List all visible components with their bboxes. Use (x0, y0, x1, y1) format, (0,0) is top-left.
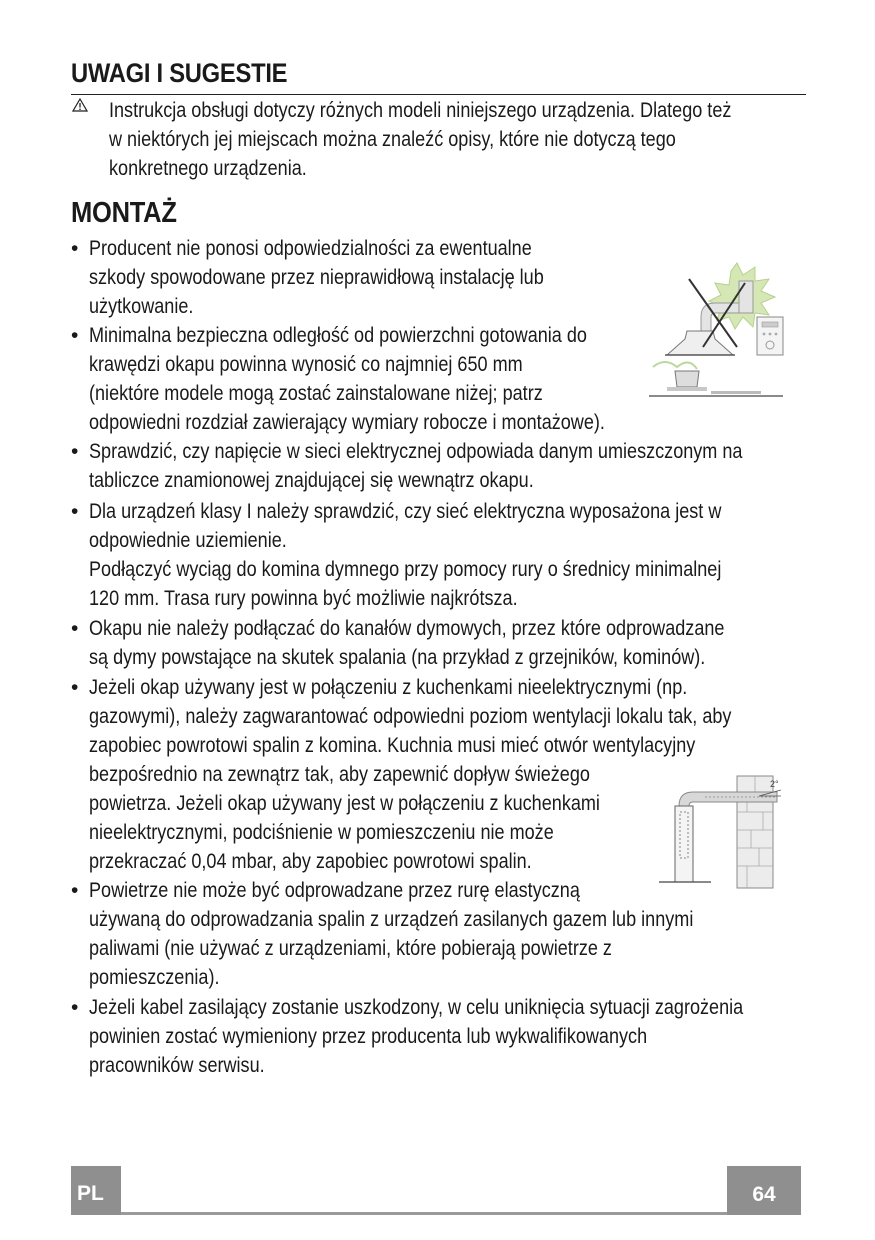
note-paragraph (109, 96, 745, 183)
bullet-line: Podłączyć wyciąg do komina dymnego przy pomocy rury o średnicy minimalnej (89, 558, 722, 581)
bullet-line: odpowiedni rozdział zawierający wymiary robocze i montażowe). (89, 411, 605, 434)
bullet-marker: • (71, 324, 79, 347)
bullet-marker: • (71, 996, 79, 1019)
bullet-item-ventilation (89, 673, 731, 876)
note-line: w niektórych jej miejscach można znaleźć opisy, które nie dotyczą tego (109, 128, 676, 151)
bullet-line: szkody spowodowane przez nieprawidłową instalację lub (89, 266, 544, 289)
note-line: konkretnego urządzenia. (109, 157, 307, 180)
bullet-line: gazowymi), należy zagwarantować odpowiedni poziom wentylacji lokalu tak, aby (89, 705, 732, 728)
bullet-line: powinien zostać wymieniony przez producenta lub wykwalifikowanych (89, 1025, 648, 1048)
bullet-line: tabliczce znamionowej znajdującej się wewnątrz okapu. (89, 469, 534, 492)
bullet-line: 120 mm. Trasa rury powinna być możliwie najkrótsza. (89, 587, 518, 610)
footer-language-tab: PL (71, 1166, 121, 1215)
duct-slope-illustration (655, 770, 785, 895)
bullet-item-voltage-check (89, 437, 742, 495)
bullet-line: nieelektrycznymi, podciśnienie w pomieszczeniu nie może (89, 821, 554, 844)
bullet-line: krawędzi okapu powinna wynosić co najmniej 650 mm (89, 353, 523, 376)
bullet-line: Jeżeli kabel zasilający zostanie uszkodzony, w celu uniknięcia sytuacji zagrożenia (89, 996, 744, 1019)
bullet-item-grounding (89, 497, 721, 613)
bullet-line: Okapu nie należy podłączać do kanałów dymowych, przez które odprowadzane (89, 617, 725, 640)
bullet-marker: • (71, 237, 79, 260)
bullet-line: (niektóre modele mogą zostać zainstalowane niżej; patrz (89, 382, 543, 405)
bullet-line: są dymy powstające na skutek spalania (na przykład z grzejników, kominów). (89, 646, 706, 669)
bullet-line: zapobiec powrotowi spalin z komina. Kuchnia musi mieć otwór wentylacyjny (89, 734, 696, 757)
bullet-line: użytkowanie. (89, 295, 194, 318)
bullet-line: Dla urządzeń klasy I należy sprawdzić, czy sieć elektryczna wyposażona jest w (89, 500, 722, 523)
section-title-notes: UWAGI I SUGESTIE (71, 58, 288, 88)
bullet-line: odpowiednie uziemienie. (89, 529, 287, 552)
title-underline (71, 94, 806, 95)
bullet-marker: • (71, 440, 79, 463)
bullet-line: Powietrze nie może być odprowadzane przez rurę elastyczną (89, 879, 580, 902)
bullet-item-flue-ducts (89, 614, 724, 672)
bullet-line: Sprawdzić, czy napięcie w sieci elektrycznej odpowiada danym umieszczonym na (89, 440, 743, 463)
bullet-marker: • (71, 500, 79, 523)
note-line: Instrukcja obsługi dotyczy różnych modeli niniejszego urządzenia. Dlatego też (109, 99, 732, 122)
bullet-item-manufacturer-liability (89, 234, 544, 321)
bullet-line: używaną do odprowadzania spalin z urządzeń zasilanych gazem lub innymi (89, 908, 694, 931)
slope-angle-label: 2° (770, 779, 779, 789)
bullet-line: przekraczać 0,04 mbar, aby zapobiec powrotowi spalin. (89, 850, 532, 873)
bullet-line: Producent nie ponosi odpowiedzialności za ewentualne (89, 237, 532, 260)
bullet-line: pracowników serwisu. (89, 1054, 265, 1077)
bullet-item-power-cable (89, 993, 743, 1080)
bullet-line: bezpośrednio na zewnątrz tak, aby zapewnić dopływ świeżego (89, 763, 590, 786)
bullet-marker: • (71, 676, 79, 699)
hood-installation-illustration (645, 255, 790, 400)
section-title-installation: MONTAŻ (71, 197, 177, 229)
footer-page-number: 64 (727, 1166, 801, 1215)
bullet-marker: • (71, 617, 79, 640)
bullet-line: Jeżeli okap używany jest w połączeniu z kuchenkami nieelektrycznymi (np. (89, 676, 688, 699)
bullet-line: powietrza. Jeżeli okap używany jest w połączeniu z kuchenkami (89, 792, 600, 815)
bullet-marker: • (71, 879, 79, 902)
bullet-item-minimum-distance (89, 321, 605, 437)
footer-bar (71, 1212, 801, 1215)
bullet-line: pomieszczenia). (89, 966, 220, 989)
bullet-line: paliwami (nie używać z urządzeniami, które pobierają powietrze z (89, 937, 612, 960)
bullet-line: Minimalna bezpieczna odległość od powierzchni gotowania do (89, 324, 587, 347)
warning-triangle-icon (72, 98, 88, 112)
bullet-item-exhaust-pipe (89, 876, 693, 992)
